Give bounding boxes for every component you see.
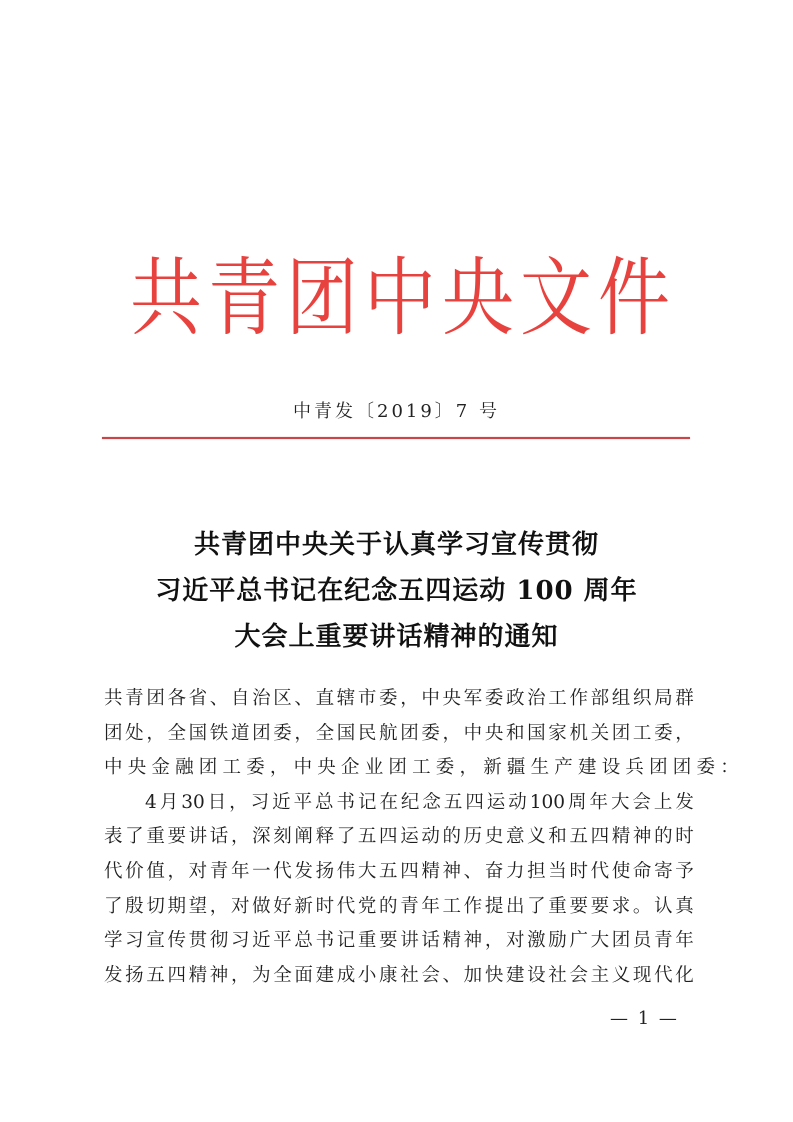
red-divider-rule — [102, 437, 690, 439]
paragraph-line: 发 扬 五 四 精 神 ， 为 全 面 建 成 小 康 社 会 、 加 快 建 设 社 会 主 义 现 代 化 — [104, 964, 694, 986]
document-title — [0, 522, 793, 660]
page-number: — 1 — — [610, 1008, 679, 1029]
masthead-char: 文 — [520, 248, 593, 348]
addressee-line: 中央金融团工委，中央企业团工委，新疆生产建设兵团团委： — [104, 757, 744, 779]
paragraph-line: 4 月 30 日 ， 习 近 平 总 书 记 在 纪 念 五 四 运 动 100 周 年 大 会 上 发 — [145, 791, 694, 813]
masthead-char: 件 — [598, 248, 671, 348]
addressee-line: 共 青 团 各 省 、 自 治 区 、 直 辖 市 委 ， 中 央 军 委 政 治 工 作 部 组 织 局 群 — [104, 688, 694, 709]
masthead-char: 青 — [208, 248, 281, 348]
title-line: 大会上重要讲话精神的通知 — [234, 622, 559, 652]
masthead-char: 央 — [442, 248, 515, 348]
masthead-title — [130, 248, 670, 348]
document-number: 中青发〔2019〕7 号 — [293, 401, 500, 422]
paragraph-line: 表 了 重 要 讲 话 ， 深 刻 阐 释 了 五 四 运 动 的 历 史 意 义 和 五 四 精 神 的 时 — [104, 826, 694, 848]
masthead-char: 团 — [286, 248, 359, 348]
masthead-char: 共 — [130, 248, 203, 348]
document-body — [104, 682, 744, 993]
title-line: 共青团中央关于认真学习宣传贯彻 — [193, 530, 599, 560]
paragraph-line: 学 习 宣 传 贯 彻 习 近 平 总 书 记 重 要 讲 话 精 神 ， 对 激 励 广 大 团 员 青 年 — [104, 930, 694, 952]
paragraph-line: 代 价 值 ， 对 青 年 一 代 发 扬 伟 大 五 四 精 神 、 奋 力 担 当 时 代 使 命 寄 予 — [104, 860, 694, 882]
paragraph-line: 了 殷 切 期 望 ， 对 做 好 新 时 代 党 的 青 年 工 作 提 出 了 重 要 要 求 。 认 真 — [104, 895, 694, 917]
title-line: 习近平总书记在纪念五四运动 100 周年 — [155, 576, 638, 606]
addressee-line: 团 处 ， 全 国 铁 道 团 委 ， 全 国 民 航 团 委 ， 中 央 和 国 家 机 关 团 工 委 ， — [104, 722, 694, 744]
masthead-char: 中 — [364, 248, 437, 348]
